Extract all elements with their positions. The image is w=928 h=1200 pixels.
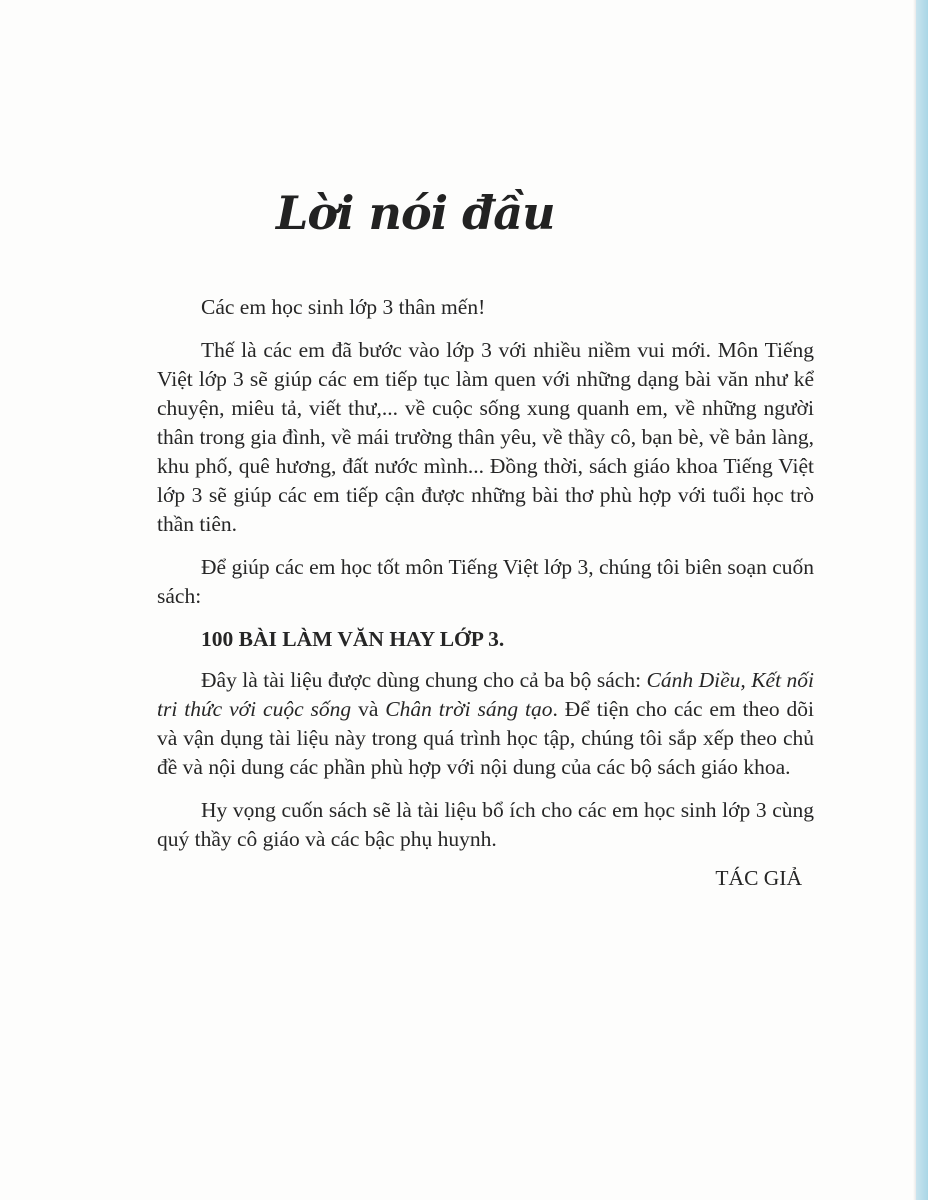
series-canh-dieu: Cánh Diều, — [646, 668, 746, 692]
hope-paragraph: Hy vọng cuốn sách sẽ là tài liệu bổ ích cho các em học sinh lớp 3 cùng quý thầy cô giáo và các bậc phụ huynh. — [157, 798, 814, 851]
page-title: Lời nói đầu — [276, 186, 555, 240]
author-signature: TÁC GIẢ — [715, 866, 802, 890]
purpose-paragraph: Để giúp các em học tốt môn Tiếng Việt lớp 3, chúng tôi biên soạn cuốn sách: — [157, 555, 814, 608]
page-edge-strip — [916, 0, 928, 1200]
series-rest-text: . Để tiện cho các em theo dõi và vận dụng tài liệu này trong quá trình học tập, chúng tôi sắp xếp theo chủ đề và nội dung các phần phù hợp với nội dung của các bộ sách giáo khoa. — [157, 697, 815, 779]
series-paragraph — [157, 666, 814, 782]
series-chan-troi: Chân trời sáng tạo — [385, 697, 553, 721]
preface-body — [157, 293, 814, 907]
book-title: 100 BÀI LÀM VĂN HAY LỚP 3. — [201, 627, 505, 651]
series-conj-text: và — [351, 697, 386, 721]
series-lead-text: Đây là tài liệu được dùng chung cho cả ba bộ sách: — [201, 668, 647, 692]
greeting-paragraph: Các em học sinh lớp 3 thân mến! — [201, 295, 486, 319]
intro-paragraph: Thế là các em đã bước vào lớp 3 với nhiều niềm vui mới. Môn Tiếng Việt lớp 3 sẽ giúp các em tiếp tục làm quen với những dạng bài văn như kể chuyện, miêu tả, viết thư,... về cuộc sống xung quanh em, về những người thân trong gia đình, về mái trường thân yêu, về thầy cô, bạn bè, về bản làng, khu phố, quê hương, đất nước mình... Đồng thời, sách giáo khoa Tiếng Việt lớp 3 sẽ giúp các em tiếp cận được những bài thơ phù hợp với tuổi học trò thần tiên. — [157, 338, 814, 536]
series-ket-noi: Kết nối tri thức với cuộc sống — [157, 668, 814, 721]
